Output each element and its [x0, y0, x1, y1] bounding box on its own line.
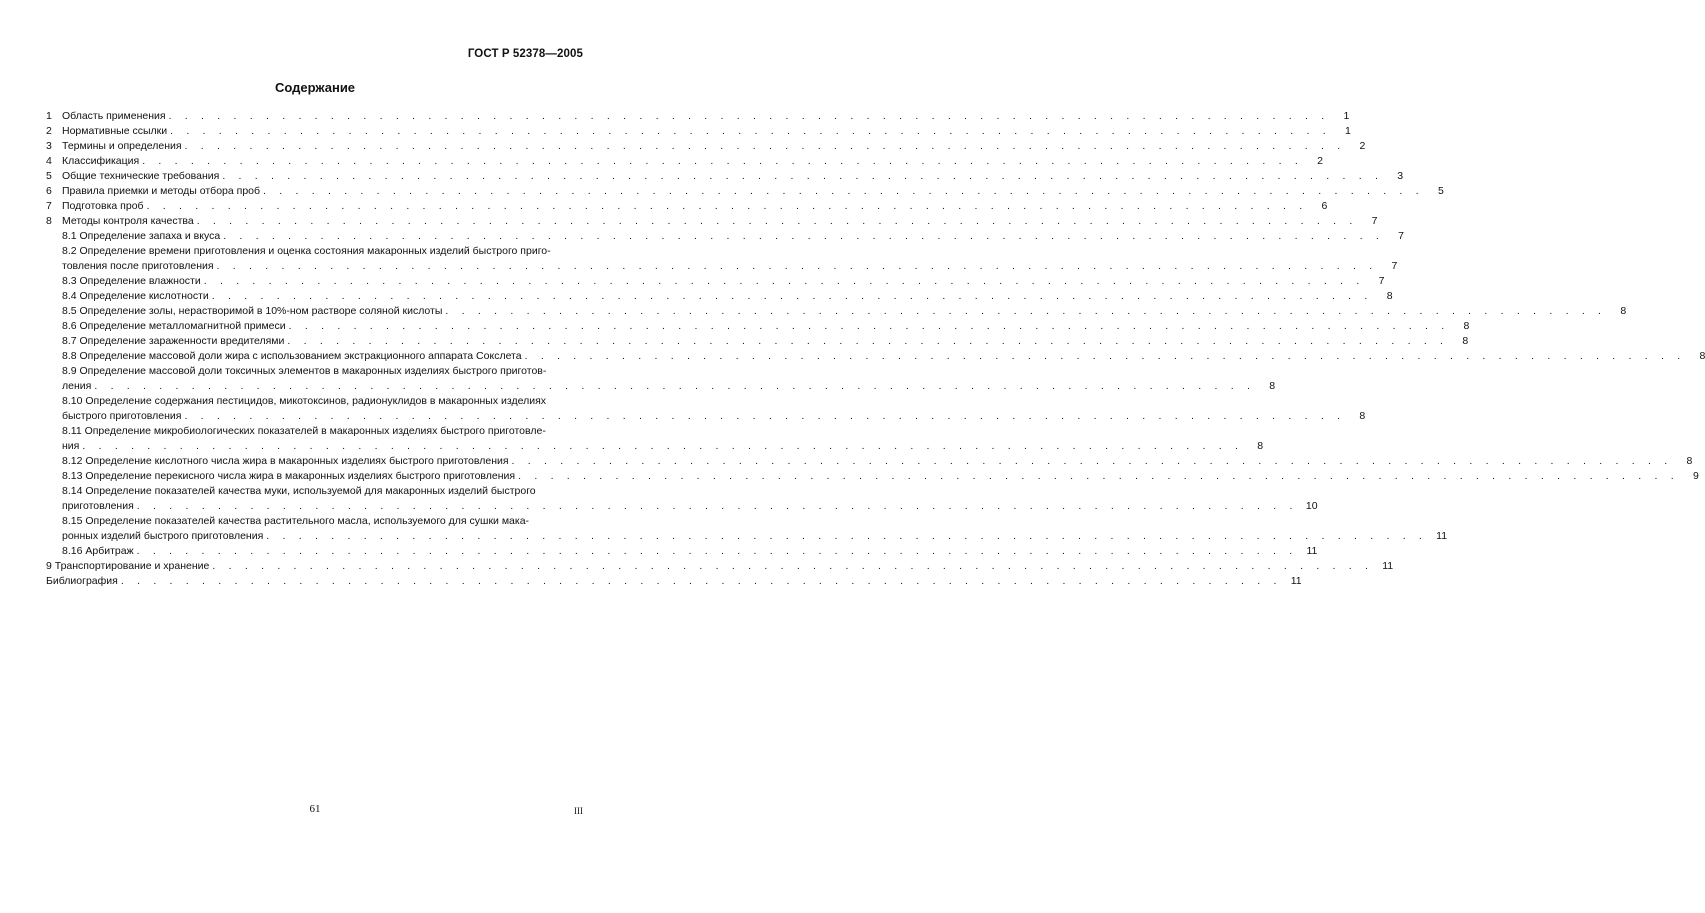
toc-entry-text: приготовления [62, 500, 134, 512]
toc-entry-8-8[interactable] [46, 349, 1705, 364]
toc-entry-9[interactable] [46, 559, 1394, 574]
toc-entry-page: 7 [1371, 215, 1378, 227]
toc-entry-page: 2 [1317, 155, 1323, 167]
toc-entry-8-10[interactable] [46, 394, 1366, 424]
toc-entry-number: 8 [46, 215, 52, 227]
toc-entry-page: 8 [1463, 320, 1470, 332]
leader-dots [209, 289, 1373, 304]
toc-entry-text: 8.4 Определение кислотности [62, 290, 209, 302]
toc-entry-8-15[interactable] [46, 514, 1448, 544]
toc-entry-2[interactable] [46, 124, 1351, 139]
leader-dots [286, 319, 1450, 334]
toc-entry-number: 7 [46, 200, 52, 212]
toc-entry-page: 2 [1359, 140, 1366, 152]
toc-entry-number: 5 [46, 170, 52, 182]
toc-entry-8-2[interactable] [46, 244, 1398, 274]
toc-entry-text: Методы контроля качества [62, 215, 194, 227]
toc-entry-8-16[interactable] [46, 544, 1318, 559]
toc-entry-page: 8 [1359, 410, 1366, 422]
leader-dots [522, 349, 1686, 364]
toc-entry-page: 8 [1462, 335, 1469, 347]
toc-entry-page: 10 [1305, 500, 1318, 512]
toc-entry-text: 9 Транспортирование и хранение [46, 560, 210, 572]
toc-entry-page: 7 [1398, 230, 1404, 242]
toc-entry-6[interactable] [46, 184, 1444, 199]
toc-entry-text: Подготовка проб [62, 200, 144, 212]
toc-entry-number: 3 [46, 140, 52, 152]
leader-dots [284, 334, 1448, 349]
toc-entry-page: 11 [1306, 545, 1318, 557]
toc-entry-text: 8.1 Определение запаха и вкуса [62, 230, 221, 242]
toc-entry-page: 7 [1378, 275, 1385, 287]
toc-entry-8-14[interactable] [46, 484, 1318, 514]
leader-dots [219, 169, 1383, 184]
toc-entry-text: Библиография [46, 575, 118, 587]
toc-entry-page: 11 [1436, 530, 1448, 542]
roman-page-number: III [574, 806, 583, 816]
toc-entry-8-6[interactable] [46, 319, 1470, 334]
toc-entry-number: 4 [46, 155, 52, 167]
toc-entry-text: Правила приемки и методы отбора проб [62, 185, 261, 197]
toc-entry-page: 1 [1343, 110, 1350, 122]
toc-entry-text: 8.7 Определение зараженности вредителями [62, 335, 285, 347]
standard-code: ГОСТ Р 52378—2005 [467, 48, 583, 60]
toc-entry-8-9[interactable] [46, 364, 1276, 394]
toc-entry-text: ления [62, 380, 92, 392]
toc-entry-page: 8 [1386, 290, 1393, 302]
toc-entry-page: 8 [1269, 380, 1276, 392]
leader-dots [214, 259, 1378, 274]
toc-entry-page: 11 [1290, 575, 1302, 587]
toc-entry-3[interactable] [46, 139, 1366, 154]
toc-entry-page: 6 [1321, 200, 1328, 212]
leader-dots [260, 184, 1424, 199]
leader-dots [201, 274, 1365, 289]
toc-entry-text-line1: 8.10 Определение содержания пестицидов, микотоксинов, радионуклидов в макаронных изделиях [62, 395, 547, 407]
toc-entry-text: товления после приготовления [62, 260, 214, 272]
toc-entry-text: 8.8 Определение массовой доли жира с использованием экстракционного аппарата Сокслета [62, 350, 522, 362]
toc-entry-8[interactable] [46, 214, 1378, 229]
leader-dots [167, 124, 1331, 139]
toc-entry-page: 11 [1382, 560, 1394, 572]
toc-entry-text: Классификация [62, 155, 140, 167]
toc-entry-page: 9 [1693, 470, 1699, 482]
leader-dots [181, 409, 1345, 424]
toc-entry-text-line1: 8.11 Определение микробиологических показателей в макаронных изделиях быстрого приготовле- [62, 425, 546, 437]
toc-entry-8-12[interactable] [46, 454, 1693, 469]
toc-entry-page: 8 [1699, 350, 1705, 362]
toc-entry-number: 6 [46, 185, 52, 197]
leader-dots [209, 559, 1373, 574]
leader-dots [166, 109, 1330, 124]
toc-entry-text: ния [62, 440, 80, 452]
toc-entry-text: 8.16 Арбитраж [62, 545, 134, 557]
toc-entry-8-3[interactable] [46, 274, 1385, 289]
toc-entry-text: 8.3 Определение влажности [62, 275, 201, 287]
toc-entry-text: 8.12 Определение кислотного числа жира в макаронных изделиях быстрого приготовления [62, 455, 509, 467]
sheet-page-number: 61 [309, 803, 321, 815]
toc-entry-text: 8.5 Определение золы, нерастворимой в 10%-ном растворе соляной кислоты [62, 305, 443, 317]
leader-dots [134, 499, 1298, 514]
leader-dots [182, 139, 1346, 154]
toc-entry-8-13[interactable] [46, 469, 1699, 484]
toc-entry-8-1[interactable] [46, 229, 1404, 244]
table-of-contents [46, 109, 1705, 589]
toc-entry-text: Общие технические требования [62, 170, 220, 182]
leader-dots [220, 229, 1384, 244]
toc-entry-page: 8 [1257, 440, 1264, 452]
toc-entry-8-7[interactable] [46, 334, 1469, 349]
leader-dots [79, 439, 1243, 454]
leader-dots [263, 529, 1427, 544]
toc-entry-text: ронных изделий быстрого приготовления [62, 530, 264, 542]
leader-dots [442, 304, 1606, 319]
toc-entry-bibliography[interactable] [46, 574, 1302, 589]
leader-dots [118, 574, 1282, 589]
toc-entry-text: Термины и определения [62, 140, 182, 152]
toc-entry-7[interactable] [46, 199, 1328, 214]
leader-dots [139, 154, 1303, 169]
toc-entry-8-5[interactable] [46, 304, 1627, 319]
toc-entry-8-4[interactable] [46, 289, 1393, 304]
toc-entry-text: Нормативные ссылки [62, 125, 168, 137]
leader-dots [515, 469, 1679, 484]
toc-entry-1[interactable] [46, 109, 1350, 124]
toc-entry-page: 5 [1437, 185, 1444, 197]
toc-entry-text-line1: 8.14 Определение показателей качества муки, используемой для макаронных изделий быстрого [62, 485, 536, 497]
toc-entry-text: 8.6 Определение металломагнитной примеси [62, 320, 286, 332]
toc-entry-page: 1 [1345, 125, 1351, 137]
toc-entry-text-line1: 8.9 Определение массовой доли токсичных элементов в макаронных изделиях быстрого приготов- [62, 365, 547, 377]
toc-entry-text-line1: 8.2 Определение времени приготовления и оценка состояния макаронных изделий быстрого приго- [62, 245, 551, 257]
toc-entry-page: 8 [1620, 305, 1627, 317]
toc-entry-page: 3 [1397, 170, 1404, 182]
toc-entry-number: 2 [46, 125, 52, 137]
toc-entry-5[interactable] [46, 169, 1404, 184]
toc-entry-text: 8.13 Определение перекисного числа жира в макаронных изделиях быстрого приготовления [62, 470, 516, 482]
leader-dots [91, 379, 1255, 394]
leader-dots [194, 214, 1358, 229]
leader-dots [509, 454, 1673, 469]
toc-entry-number: 1 [46, 110, 52, 122]
toc-entry-text-line1: 8.15 Определение показателей качества растительного масла, используемого для сушки мака- [62, 515, 530, 527]
toc-entry-text: Область применения [62, 110, 166, 122]
toc-entry-8-11[interactable] [46, 424, 1264, 454]
toc-title: Содержание [274, 80, 356, 95]
toc-entry-4[interactable] [46, 154, 1323, 169]
leader-dots [134, 544, 1298, 559]
toc-entry-page: 8 [1686, 455, 1693, 467]
toc-entry-page: 7 [1391, 260, 1398, 272]
toc-entry-text: быстрого приготовления [62, 410, 182, 422]
leader-dots [144, 199, 1308, 214]
